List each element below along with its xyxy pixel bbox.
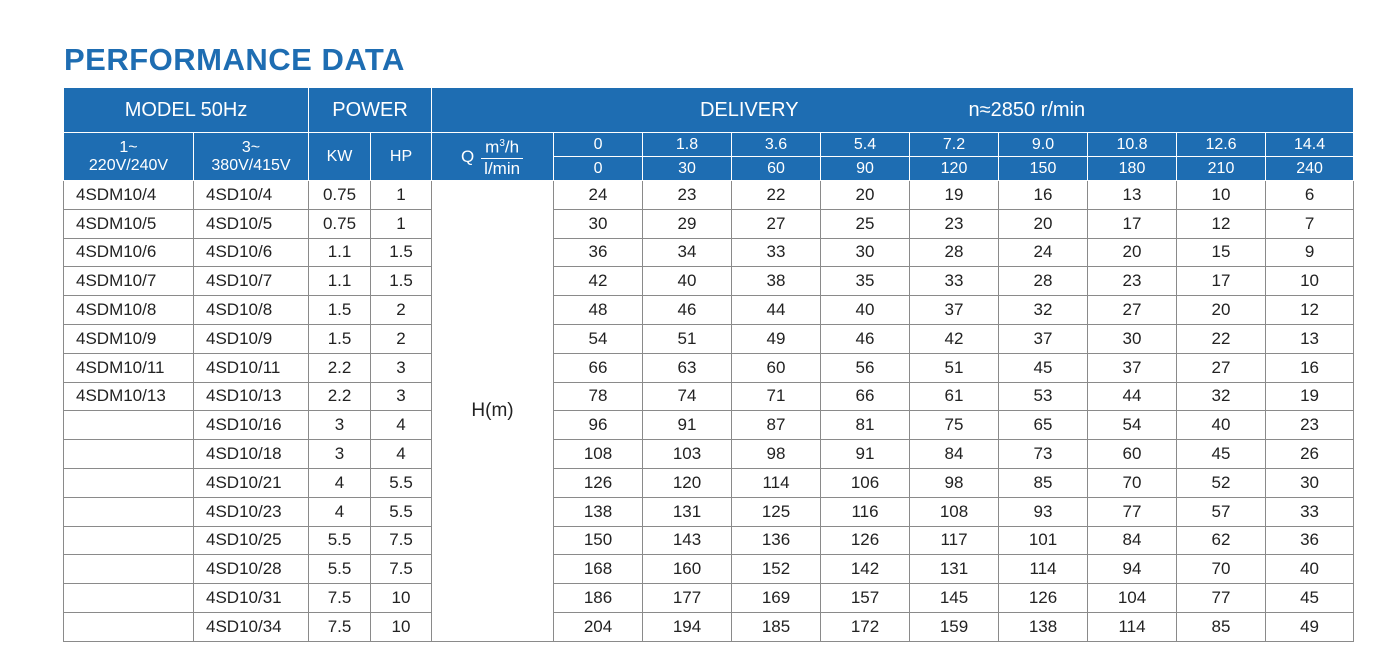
head-value: 13 bbox=[1266, 324, 1354, 353]
flow-m3h-cell: 3.6 bbox=[732, 133, 821, 157]
head-value: 77 bbox=[1177, 584, 1266, 613]
head-value: 38 bbox=[732, 267, 821, 296]
head-value: 44 bbox=[1088, 382, 1177, 411]
power-hp: 1 bbox=[371, 209, 432, 238]
head-value: 26 bbox=[1266, 440, 1354, 469]
head-value: 101 bbox=[999, 526, 1088, 555]
table-row bbox=[64, 181, 1354, 210]
model-three-phase: 4SD10/34 bbox=[194, 612, 309, 641]
power-kw: 4 bbox=[309, 468, 371, 497]
head-value: 52 bbox=[1177, 468, 1266, 497]
head-value: 61 bbox=[910, 382, 999, 411]
head-value: 56 bbox=[821, 353, 910, 382]
head-value: 204 bbox=[554, 612, 643, 641]
flow-m3h-cell: 1.8 bbox=[643, 133, 732, 157]
head-value: 66 bbox=[554, 353, 643, 382]
head-value: 159 bbox=[910, 612, 999, 641]
model-three-phase: 4SD10/13 bbox=[194, 382, 309, 411]
head-value: 96 bbox=[554, 411, 643, 440]
table-row bbox=[64, 296, 1354, 325]
head-value: 22 bbox=[732, 181, 821, 210]
flow-lmin-cell: 210 bbox=[1177, 157, 1266, 181]
head-value: 20 bbox=[1088, 238, 1177, 267]
head-value: 91 bbox=[821, 440, 910, 469]
head-value: 19 bbox=[1266, 382, 1354, 411]
head-value: 104 bbox=[1088, 584, 1177, 613]
head-value: 143 bbox=[643, 526, 732, 555]
model-single-phase bbox=[64, 468, 194, 497]
head-value: 142 bbox=[821, 555, 910, 584]
head-value: 120 bbox=[643, 468, 732, 497]
power-hp: 1.5 bbox=[371, 267, 432, 296]
single-phase-header bbox=[64, 133, 194, 181]
power-kw: 5.5 bbox=[309, 555, 371, 584]
head-value: 114 bbox=[999, 555, 1088, 584]
model-three-phase: 4SD10/9 bbox=[194, 324, 309, 353]
head-value: 23 bbox=[1088, 267, 1177, 296]
head-value: 10 bbox=[1266, 267, 1354, 296]
head-value: 20 bbox=[999, 209, 1088, 238]
head-value: 23 bbox=[643, 181, 732, 210]
head-value: 98 bbox=[910, 468, 999, 497]
model-single-phase bbox=[64, 440, 194, 469]
head-value: 106 bbox=[821, 468, 910, 497]
model-single-phase bbox=[64, 584, 194, 613]
flow-m3h-cell: 5.4 bbox=[821, 133, 910, 157]
head-value: 169 bbox=[732, 584, 821, 613]
head-value: 6 bbox=[1266, 181, 1354, 210]
table-row bbox=[64, 612, 1354, 641]
model-three-phase: 4SD10/23 bbox=[194, 497, 309, 526]
power-kw: 7.5 bbox=[309, 612, 371, 641]
head-value: 9 bbox=[1266, 238, 1354, 267]
head-value: 75 bbox=[910, 411, 999, 440]
header-row-flow-m3h bbox=[64, 133, 1354, 157]
head-value: 54 bbox=[554, 324, 643, 353]
head-value: 126 bbox=[821, 526, 910, 555]
head-value: 36 bbox=[554, 238, 643, 267]
model-three-phase: 4SD10/28 bbox=[194, 555, 309, 584]
head-value: 78 bbox=[554, 382, 643, 411]
power-kw: 0.75 bbox=[309, 209, 371, 238]
head-value: 10 bbox=[1177, 181, 1266, 210]
header-row-main bbox=[64, 88, 1354, 133]
table-row bbox=[64, 267, 1354, 296]
head-value: 114 bbox=[1088, 612, 1177, 641]
model-single-phase bbox=[64, 612, 194, 641]
head-value: 30 bbox=[554, 209, 643, 238]
head-value: 29 bbox=[643, 209, 732, 238]
head-value: 33 bbox=[910, 267, 999, 296]
head-value: 70 bbox=[1177, 555, 1266, 584]
head-value: 32 bbox=[999, 296, 1088, 325]
power-kw: 1.1 bbox=[309, 267, 371, 296]
model-single-phase: 4SDM10/7 bbox=[64, 267, 194, 296]
head-label: H(m) bbox=[432, 181, 554, 642]
power-hp: 2 bbox=[371, 296, 432, 325]
unit-lmin: l/min bbox=[484, 158, 521, 178]
model-three-phase: 4SD10/16 bbox=[194, 411, 309, 440]
flow-m3h-cell: 12.6 bbox=[1177, 133, 1266, 157]
head-value: 24 bbox=[999, 238, 1088, 267]
head-value: 45 bbox=[999, 353, 1088, 382]
flow-lmin-cell: 60 bbox=[732, 157, 821, 181]
head-value: 150 bbox=[554, 526, 643, 555]
head-value: 15 bbox=[1177, 238, 1266, 267]
power-kw: 2.2 bbox=[309, 382, 371, 411]
head-value: 42 bbox=[554, 267, 643, 296]
model-three-phase: 4SD10/4 bbox=[194, 181, 309, 210]
head-value: 84 bbox=[1088, 526, 1177, 555]
three-phase-label: 3~ bbox=[241, 138, 261, 156]
head-value: 73 bbox=[999, 440, 1088, 469]
head-value: 12 bbox=[1266, 296, 1354, 325]
power-hp: 10 bbox=[371, 612, 432, 641]
head-value: 51 bbox=[910, 353, 999, 382]
power-hp: 4 bbox=[371, 440, 432, 469]
head-value: 36 bbox=[1266, 526, 1354, 555]
model-single-phase: 4SDM10/5 bbox=[64, 209, 194, 238]
head-value: 125 bbox=[732, 497, 821, 526]
kw-header: KW bbox=[309, 133, 371, 181]
head-value: 91 bbox=[643, 411, 732, 440]
head-value: 131 bbox=[910, 555, 999, 584]
model-single-phase bbox=[64, 555, 194, 584]
model-three-phase: 4SD10/7 bbox=[194, 267, 309, 296]
head-value: 37 bbox=[1088, 353, 1177, 382]
head-value: 103 bbox=[643, 440, 732, 469]
flow-lmin-cell: 0 bbox=[554, 157, 643, 181]
head-value: 37 bbox=[999, 324, 1088, 353]
power-hp: 5.5 bbox=[371, 468, 432, 497]
table-row bbox=[64, 382, 1354, 411]
flow-q-label: Q bbox=[460, 146, 475, 166]
head-value: 126 bbox=[999, 584, 1088, 613]
flow-lmin-cell: 180 bbox=[1088, 157, 1177, 181]
head-value: 60 bbox=[732, 353, 821, 382]
head-value: 49 bbox=[1266, 612, 1354, 641]
flow-m3h-cell: 7.2 bbox=[910, 133, 999, 157]
model-three-phase: 4SD10/31 bbox=[194, 584, 309, 613]
flow-lmin-cell: 240 bbox=[1266, 157, 1354, 181]
power-hp: 3 bbox=[371, 382, 432, 411]
model-single-phase: 4SDM10/9 bbox=[64, 324, 194, 353]
table-row bbox=[64, 497, 1354, 526]
flow-m3h-cell: 9.0 bbox=[999, 133, 1088, 157]
head-value: 13 bbox=[1088, 181, 1177, 210]
model-single-phase: 4SDM10/8 bbox=[64, 296, 194, 325]
head-value: 28 bbox=[910, 238, 999, 267]
table-row bbox=[64, 555, 1354, 584]
head-value: 138 bbox=[554, 497, 643, 526]
table-row bbox=[64, 584, 1354, 613]
delivery-header bbox=[432, 88, 1354, 133]
head-value: 57 bbox=[1177, 497, 1266, 526]
head-value: 45 bbox=[1177, 440, 1266, 469]
head-value: 22 bbox=[1177, 324, 1266, 353]
model-single-phase: 4SDM10/11 bbox=[64, 353, 194, 382]
head-value: 33 bbox=[1266, 497, 1354, 526]
head-value: 16 bbox=[999, 181, 1088, 210]
head-value: 126 bbox=[554, 468, 643, 497]
head-value: 186 bbox=[554, 584, 643, 613]
head-value: 20 bbox=[821, 181, 910, 210]
head-value: 45 bbox=[1266, 584, 1354, 613]
head-value: 40 bbox=[643, 267, 732, 296]
head-value: 33 bbox=[732, 238, 821, 267]
power-kw: 7.5 bbox=[309, 584, 371, 613]
table-row bbox=[64, 353, 1354, 382]
head-value: 98 bbox=[732, 440, 821, 469]
power-kw: 5.5 bbox=[309, 526, 371, 555]
head-value: 46 bbox=[821, 324, 910, 353]
head-value: 17 bbox=[1177, 267, 1266, 296]
single-phase-voltage: 220V/240V bbox=[88, 156, 169, 174]
head-value: 44 bbox=[732, 296, 821, 325]
head-value: 94 bbox=[1088, 555, 1177, 584]
model-three-phase: 4SD10/11 bbox=[194, 353, 309, 382]
head-value: 53 bbox=[999, 382, 1088, 411]
table-body bbox=[64, 181, 1354, 642]
power-hp: 7.5 bbox=[371, 526, 432, 555]
power-kw: 1.1 bbox=[309, 238, 371, 267]
performance-table bbox=[63, 87, 1354, 642]
head-value: 65 bbox=[999, 411, 1088, 440]
flow-m3h-cell: 0 bbox=[554, 133, 643, 157]
model-single-phase bbox=[64, 526, 194, 555]
head-value: 25 bbox=[821, 209, 910, 238]
head-value: 27 bbox=[1088, 296, 1177, 325]
head-value: 85 bbox=[999, 468, 1088, 497]
head-value: 108 bbox=[910, 497, 999, 526]
head-value: 131 bbox=[643, 497, 732, 526]
model-header: MODEL 50Hz bbox=[64, 88, 309, 133]
power-hp: 1 bbox=[371, 181, 432, 210]
model-three-phase: 4SD10/8 bbox=[194, 296, 309, 325]
head-value: 20 bbox=[1177, 296, 1266, 325]
table-row bbox=[64, 209, 1354, 238]
power-hp: 5.5 bbox=[371, 497, 432, 526]
head-value: 28 bbox=[999, 267, 1088, 296]
head-value: 40 bbox=[821, 296, 910, 325]
head-value: 138 bbox=[999, 612, 1088, 641]
power-hp: 1.5 bbox=[371, 238, 432, 267]
head-value: 24 bbox=[554, 181, 643, 210]
head-value: 114 bbox=[732, 468, 821, 497]
head-value: 54 bbox=[1088, 411, 1177, 440]
head-value: 12 bbox=[1177, 209, 1266, 238]
head-value: 30 bbox=[1088, 324, 1177, 353]
head-value: 32 bbox=[1177, 382, 1266, 411]
model-three-phase: 4SD10/5 bbox=[194, 209, 309, 238]
head-value: 136 bbox=[732, 526, 821, 555]
head-value: 7 bbox=[1266, 209, 1354, 238]
head-value: 19 bbox=[910, 181, 999, 210]
head-value: 23 bbox=[910, 209, 999, 238]
head-value: 27 bbox=[1177, 353, 1266, 382]
model-three-phase: 4SD10/18 bbox=[194, 440, 309, 469]
head-value: 51 bbox=[643, 324, 732, 353]
head-value: 63 bbox=[643, 353, 732, 382]
power-hp: 4 bbox=[371, 411, 432, 440]
head-value: 117 bbox=[910, 526, 999, 555]
page-title: PERFORMANCE DATA bbox=[64, 42, 405, 77]
head-value: 172 bbox=[821, 612, 910, 641]
head-value: 81 bbox=[821, 411, 910, 440]
power-kw: 1.5 bbox=[309, 296, 371, 325]
power-hp: 10 bbox=[371, 584, 432, 613]
head-value: 116 bbox=[821, 497, 910, 526]
unit-m3h: $m^3/h$ bbox=[481, 134, 523, 159]
head-value: 17 bbox=[1088, 209, 1177, 238]
head-value: 77 bbox=[1088, 497, 1177, 526]
head-value: 108 bbox=[554, 440, 643, 469]
power-kw: 1.5 bbox=[309, 324, 371, 353]
head-value: 62 bbox=[1177, 526, 1266, 555]
head-value: 160 bbox=[643, 555, 732, 584]
table-row bbox=[64, 526, 1354, 555]
power-kw: 3 bbox=[309, 411, 371, 440]
flow-lmin-cell: 90 bbox=[821, 157, 910, 181]
head-value: 168 bbox=[554, 555, 643, 584]
head-value: 49 bbox=[732, 324, 821, 353]
three-phase-voltage: 380V/415V bbox=[211, 156, 291, 174]
head-value: 34 bbox=[643, 238, 732, 267]
head-value: 27 bbox=[732, 209, 821, 238]
power-kw: 4 bbox=[309, 497, 371, 526]
model-single-phase bbox=[64, 411, 194, 440]
three-phase-header bbox=[194, 133, 309, 181]
head-value: 85 bbox=[1177, 612, 1266, 641]
model-single-phase: 4SDM10/4 bbox=[64, 181, 194, 210]
power-hp: 3 bbox=[371, 353, 432, 382]
flow-lmin-cell: 30 bbox=[643, 157, 732, 181]
flow-lmin-cell: 120 bbox=[910, 157, 999, 181]
head-value: 46 bbox=[643, 296, 732, 325]
table-row bbox=[64, 238, 1354, 267]
power-hp: 7.5 bbox=[371, 555, 432, 584]
head-value: 60 bbox=[1088, 440, 1177, 469]
flow-unit-header bbox=[432, 133, 554, 181]
head-value: 37 bbox=[910, 296, 999, 325]
single-phase-label: 1~ bbox=[119, 138, 138, 156]
head-value: 177 bbox=[643, 584, 732, 613]
delivery-label: DELIVERY bbox=[699, 98, 799, 121]
power-kw: 2.2 bbox=[309, 353, 371, 382]
table-row bbox=[64, 440, 1354, 469]
head-value: 93 bbox=[999, 497, 1088, 526]
head-value: 40 bbox=[1177, 411, 1266, 440]
head-value: 194 bbox=[643, 612, 732, 641]
head-value: 157 bbox=[821, 584, 910, 613]
head-value: 185 bbox=[732, 612, 821, 641]
model-single-phase: 4SDM10/6 bbox=[64, 238, 194, 267]
power-kw: 3 bbox=[309, 440, 371, 469]
hp-header: HP bbox=[371, 133, 432, 181]
head-value: 84 bbox=[910, 440, 999, 469]
head-value: 74 bbox=[643, 382, 732, 411]
power-header: POWER bbox=[309, 88, 432, 133]
head-value: 87 bbox=[732, 411, 821, 440]
table-row bbox=[64, 468, 1354, 497]
model-three-phase: 4SD10/25 bbox=[194, 526, 309, 555]
flow-m3h-cell: 14.4 bbox=[1266, 133, 1354, 157]
head-value: 30 bbox=[1266, 468, 1354, 497]
model-single-phase bbox=[64, 497, 194, 526]
table-row bbox=[64, 324, 1354, 353]
head-value: 16 bbox=[1266, 353, 1354, 382]
head-value: 48 bbox=[554, 296, 643, 325]
model-three-phase: 4SD10/21 bbox=[194, 468, 309, 497]
head-value: 145 bbox=[910, 584, 999, 613]
power-hp: 2 bbox=[371, 324, 432, 353]
head-value: 70 bbox=[1088, 468, 1177, 497]
head-value: 30 bbox=[821, 238, 910, 267]
speed-label: n≈2850 r/min bbox=[968, 98, 1086, 121]
flow-m3h-cell: 10.8 bbox=[1088, 133, 1177, 157]
model-single-phase: 4SDM10/13 bbox=[64, 382, 194, 411]
head-value: 152 bbox=[732, 555, 821, 584]
head-value: 35 bbox=[821, 267, 910, 296]
head-value: 23 bbox=[1266, 411, 1354, 440]
flow-lmin-cell: 150 bbox=[999, 157, 1088, 181]
head-value: 71 bbox=[732, 382, 821, 411]
table-row bbox=[64, 411, 1354, 440]
head-value: 66 bbox=[821, 382, 910, 411]
model-three-phase: 4SD10/6 bbox=[194, 238, 309, 267]
head-value: 40 bbox=[1266, 555, 1354, 584]
head-value: 42 bbox=[910, 324, 999, 353]
power-kw: 0.75 bbox=[309, 181, 371, 210]
